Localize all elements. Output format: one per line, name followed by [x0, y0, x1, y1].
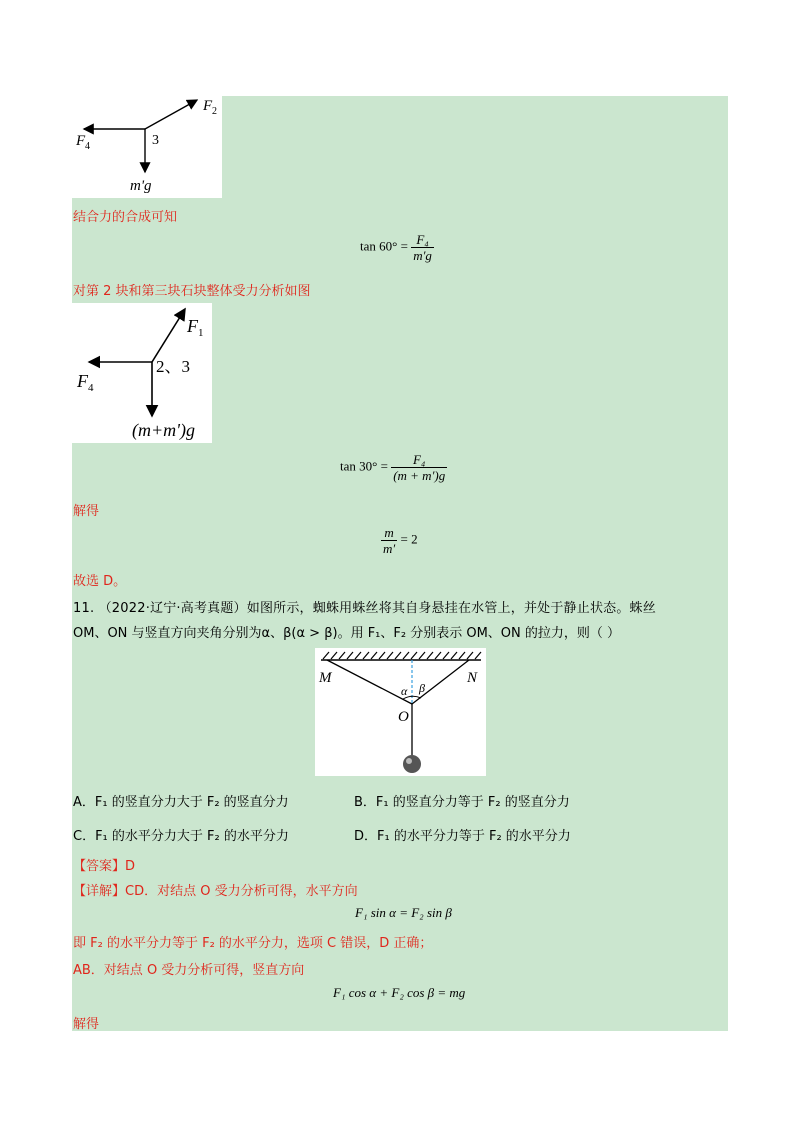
eq1-fraction [411, 232, 434, 263]
string-om [327, 660, 412, 704]
text-choose: 故选 D。 [73, 574, 127, 589]
question-line-2: OM、ON 与竖直方向夹角分别为α、β(α > β)。用 F₁、F₂ 分别表示 OM、ON 的拉力，则（ ） [73, 626, 621, 641]
beta-label: β [419, 681, 425, 695]
point-o-label: O [398, 709, 409, 725]
detail-line-3: AB．对结点 O 受力分析可得，竖直方向 [73, 963, 305, 978]
f4-sub: 4 [85, 141, 90, 152]
question-line-1: 11. （2022·辽宁·高考真题）如图所示，蜘蛛用蛛丝将其自身悬挂在水管上，并处于静止状态。蛛丝 [73, 601, 656, 616]
force-diagram-2-svg [72, 303, 212, 443]
f4-label-2: F [77, 371, 88, 391]
f2-sub: 2 [212, 106, 217, 117]
alpha-label: α [401, 684, 408, 698]
text-analysis: 对第 2 块和第三块石块整体受力分析如图 [73, 284, 311, 299]
text-combine: 结合力的合成可知 [73, 210, 178, 225]
option-b[interactable]: B．F₁ 的竖直分力等于 F₂ 的竖直分力 [354, 795, 570, 810]
spider-figure [315, 648, 486, 776]
eq3-fraction [381, 525, 397, 556]
equation-tan30: tan 30° = $\frac{\text{F₄}}{(m + m')g}$ [340, 452, 446, 483]
force-diagram-svg [72, 96, 222, 198]
pipe-hatching [323, 652, 481, 659]
force-diagram-blocks-2-3 [72, 303, 212, 443]
answer-line: 【答案】D [73, 859, 136, 874]
eq2-den: (m + m′)g [393, 468, 446, 483]
detail-line-1: 【详解】CD．对结点 O 受力分析可得，水平方向 [73, 884, 358, 899]
eq3-den: m′ [383, 541, 396, 556]
option-c[interactable]: C．F₁ 的水平分力大于 F₂ 的水平分力 [73, 829, 289, 844]
eq3-rhs: = 2 [400, 531, 418, 547]
f2-arrow [145, 100, 197, 129]
weight-label: m'g [130, 178, 152, 194]
equation-tan60: tan 60° = $\frac{\text{F₄}}{m'g}$ [360, 232, 432, 263]
eq2-lhs: tan 30° [340, 458, 378, 474]
point-m-label: M [319, 670, 332, 686]
equation-mass-ratio [381, 525, 418, 556]
f1-sub: 1 [198, 327, 204, 339]
equation-horizontal: F₁ sin α = F₂ sin β [355, 905, 452, 920]
text-solve-1: 解得 [73, 504, 100, 519]
text-solve-2: 解得 [73, 1017, 100, 1032]
detail-line-2: 即 F₂ 的水平分力等于 F₂ 的水平分力，选项 C 错误，D 正确； [73, 936, 433, 951]
eq3-num: m [381, 525, 397, 541]
eq1-den: m′g [413, 248, 432, 263]
eq2-num: F₄ [391, 452, 447, 468]
option-d[interactable]: D．F₁ 的水平分力等于 F₂ 的水平分力 [354, 829, 571, 844]
spider-ball-highlight [406, 758, 412, 764]
eq1-num: F₄ [411, 232, 434, 248]
spider-ball [403, 755, 421, 773]
f4-label: F [76, 133, 86, 149]
weight-label-2: (m+m')g [132, 420, 195, 440]
spider-figure-svg [315, 648, 486, 776]
force-diagram-block-3 [72, 96, 222, 198]
eq2-fraction [391, 452, 447, 483]
equation-vertical: F₁ cos α + F₂ cos β = mg [333, 985, 466, 1000]
eq1-lhs: tan 60° [360, 238, 398, 254]
f4-sub-2: 4 [88, 382, 94, 394]
node-label: 3 [152, 133, 159, 148]
f2-label: F [203, 98, 213, 114]
point-n-label: N [467, 670, 478, 686]
node-label-2: 2、3 [156, 357, 190, 376]
f1-label: F [187, 316, 198, 336]
option-a[interactable]: A．F₁ 的竖直分力大于 F₂ 的竖直分力 [73, 795, 289, 810]
f1-arrow [152, 309, 185, 362]
